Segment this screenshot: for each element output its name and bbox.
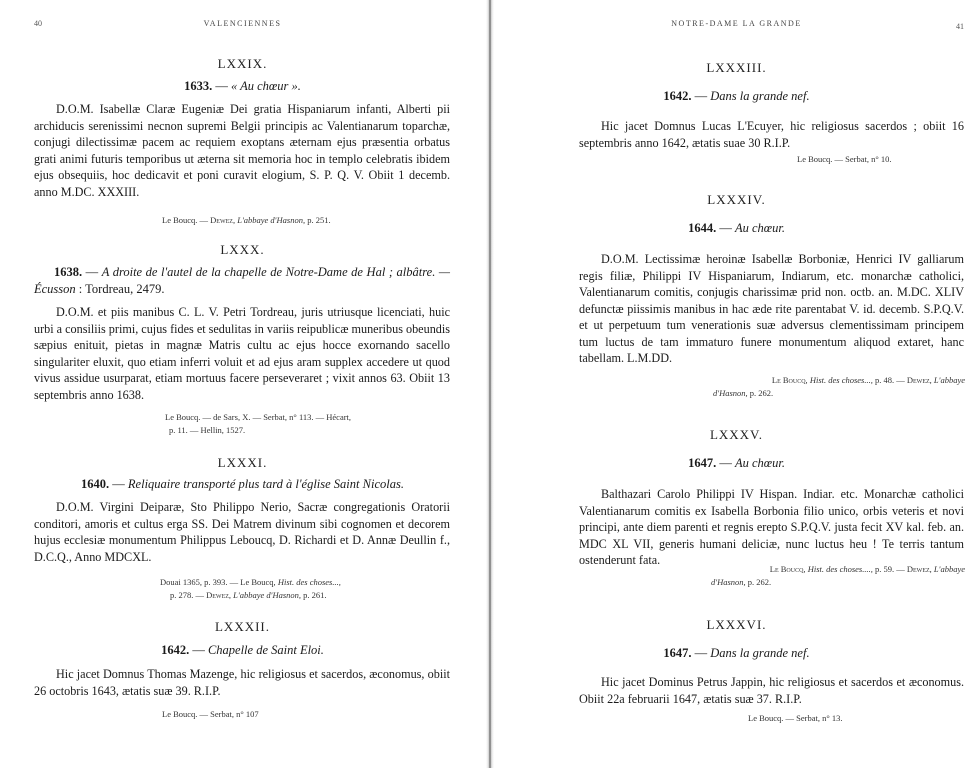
entry-numeral: LXXX. [220, 242, 265, 257]
entry-heading [34, 264, 450, 298]
ref-author: Le Boucq, [771, 375, 808, 385]
entry-heading [515, 645, 958, 662]
ref-author: Dewez, [210, 215, 236, 225]
heading-dash: — [691, 646, 711, 660]
entry-location: Reliquaire transporté plus tard à l'église Saint Nicolas. [127, 477, 404, 491]
entry-location: A droite de l'autel de la chapelle de Notre-Dame de Hal ; albâtre. [101, 265, 436, 279]
entry-location: Dans la grande nef. [710, 89, 810, 103]
entry-reference [703, 374, 965, 399]
entry-reference [165, 411, 351, 436]
ref-line: Le Boucq. — de Sars, X. — Serbat, n° 113. — Hécart, [165, 412, 352, 422]
ref-page: p. 262. [747, 387, 774, 398]
inscription-text: D.O.M. Isabellæ Claræ Eugeniæ Dei gratia Hispaniarum infanti, Alberti pii archiducis serenissimi necnon supremi Belgii principis ac Valentianarum toparchæ, conjugi dilectissimæ pacem ac requiem exoptans æternam ejus præsentia orbatus grati animi futuris temporibus ut æterna sit memoria hoc in templo celebratis ibidem ejus obsequiis, hoc dedicavit et poni curavit elogium, S. P. Q. V. Obiit 1 decemb. anno M.DC. XXXIII. [34, 102, 450, 199]
entry-inscription [34, 666, 450, 699]
heading-dash: — [82, 265, 102, 279]
ref-line [703, 374, 965, 387]
heading-dash: — [716, 221, 735, 235]
entry-location-extra-value: : Tordreau, 2479. [75, 282, 165, 296]
entry-heading [515, 455, 958, 472]
entry-numeral: LXXXVI. [706, 617, 767, 632]
left-page [0, 0, 485, 768]
inscription-text: D.O.M. et piis manibus C. L. V. Petri Tordreau, juris utriusque licenciati, huic urbi a consiliis primi, cujus fides et sedulitas in variis reipublicæ muneribus obeundis sæpius enituit, pietas in magnæ Matris cultu ac ejus hocce exornando sacello singulariter eluxit, quo etiam inferri voluit et ad ejus aram supplex accedere ut quod vivus assidue usurparat, etiam mortuus facere perseveraret ; vixit annos 63. Obiit 13 septembris anno 1638. [34, 305, 451, 402]
heading-dash: — [189, 643, 208, 657]
entry-heading [20, 476, 465, 493]
heading-dash: — [109, 477, 128, 491]
entry-heading [20, 642, 465, 659]
entry-reference: Le Boucq. — Serbat, n° 10. [797, 154, 892, 164]
entry-inscription [34, 101, 450, 200]
entry-year: 1642. [161, 643, 190, 657]
entry-inscription [34, 304, 450, 403]
entry-location-extra-label: — Écusson [34, 265, 451, 296]
entry-inscription [579, 118, 964, 151]
entry-year: 1633. [184, 79, 213, 93]
entry-heading [20, 78, 465, 95]
entry-numeral: LXXXV. [709, 427, 764, 442]
heading-dash: — [691, 89, 711, 103]
entry-reference: Le Boucq. — Serbat, n° 13. [748, 713, 843, 723]
entry-year: 1644. [688, 221, 717, 235]
ref-title: L'abbaye [931, 564, 965, 574]
entry-inscription [34, 499, 450, 565]
entry-location: Chapelle de Saint Eloi. [207, 643, 324, 657]
ref-title: d'Hasnon, [711, 576, 746, 587]
entry-inscription [579, 251, 964, 367]
ref-line [160, 576, 341, 589]
entry-location: Au chœur. [734, 221, 785, 235]
entry-numeral: LXXXI. [217, 455, 268, 470]
entry-numeral: LXXXII. [214, 619, 270, 634]
ref-title: L'abbaye d'Hasnon, [231, 589, 302, 600]
entry-year: 1638. [54, 265, 83, 279]
entry-heading [515, 220, 958, 237]
ref-line [703, 563, 965, 576]
entry-heading [515, 88, 958, 105]
entry-numeral: LXXXIV. [707, 192, 766, 207]
right-page [495, 0, 978, 768]
entry-year: 1640. [81, 477, 110, 491]
ref-title: L'abbaye d'Hasnon, [235, 215, 306, 225]
ref-text: p. 278. — [170, 589, 207, 600]
ref-text: Le Boucq. — [162, 215, 211, 225]
inscription-text: Hic jacet Domnus Lucas L'Ecuyer, hic religiosus sacerdos ; obiit 16 septembris anno 1642, ætatis suae 30 R.I.P. [579, 119, 964, 150]
ref-title: Hist. des choses...., [805, 564, 873, 574]
entry-inscription [579, 486, 964, 569]
inscription-text: Balthazari Carolo Philippi IV Hispan. Indiar. etc. Monarchæ catholici Valentianarum comitis ex Isabella Borbonia filio unico, orbis veteris et novi principi, ante diem parenti et regnis erepto S.P.Q.V. justa fecit XV kal. feb. an. MDC XL VII, generis humani deliciæ, nunc luctus heu ! Te terris tantum ostenderunt fata. [579, 487, 964, 567]
right-page-number: 41 [956, 22, 964, 31]
ref-title: Hist. des choses..., [275, 577, 341, 587]
ref-line: p. 11. — Hellin, 1527. [169, 424, 246, 435]
inscription-text: Hic jacet Domnus Thomas Mazenge, hic religiosus et sacerdos, æconomus, obiit 26 octobris 1643, ætatis suæ 39. R.I.P. [34, 667, 450, 698]
ref-text: p. 48. — [872, 375, 907, 385]
ref-title: d'Hasnon, [713, 387, 748, 398]
inscription-text: D.O.M. Lectissimæ heroinæ Isabellæ Borboniæ, Henrici IV galliarum regis filiæ, Philippi IV Hispaniarum, Indiarum, etc. monarchæ catholici, Valentianarum comitis, conjugis charissimæ prid non. octb. an. M.DC. XLIV defunctæ piissimis manibus in hac æde rite parentabat V. id. decemb. S.P.Q.V. et ut perpetuum tum venerationis suæ adversus clementissimam principem tum luctus de tam immaturo funere monumentum aliquod extaret, hanc tabellam. L.M.DD. [579, 252, 964, 365]
book-gutter [486, 0, 494, 768]
ref-title: L'abbaye [931, 375, 965, 385]
ref-author: Dewez, [206, 589, 232, 600]
entry-reference [160, 576, 341, 601]
ref-author: Dewez, [906, 375, 932, 385]
entry-year: 1647. [663, 646, 692, 660]
ref-line [711, 576, 965, 589]
entry-year: 1647. [688, 456, 717, 470]
heading-dash: — [716, 456, 735, 470]
entry-reference [703, 563, 965, 588]
entry-numeral: LXXIX. [217, 56, 268, 71]
ref-page: p. 261. [301, 589, 327, 600]
entry-numeral: LXXXIII. [706, 60, 767, 75]
ref-author: Dewez, [906, 564, 932, 574]
entry-inscription [579, 674, 964, 707]
entry-reference: Le Boucq. — Serbat, n° 107 [162, 709, 259, 719]
entry-location: « Au chœur ». [230, 79, 301, 93]
entry-year: 1642. [663, 89, 692, 103]
ref-line [170, 589, 341, 602]
ref-author: Le Boucq, [769, 564, 806, 574]
inscription-text: D.O.M. Virgini Deiparæ, Sto Philippo Nerio, Sacræ congregationis Oratorii conditori, amoris et cultus erga SS. Dei Matrem divinum sibi cognomen et decorem hujus ecclesiæ monumentum Philippus Leboucq, D. Richardi et D. Annæ Deullin f., D.C.Q., Anno MDCXL. [34, 500, 450, 564]
inscription-text: Hic jacet Dominus Petrus Jappin, hic religiosus et sacerdos et æconomus. Obiit 22a februarii 1647, ætatis suæ 37. R.I.P. [579, 675, 964, 706]
ref-page: p. 262. [745, 576, 772, 587]
right-running-head: NOTRE-DAME LA GRANDE [671, 19, 802, 28]
ref-text: p. 59. — [872, 564, 907, 574]
left-running-head: VALENCIENNES [203, 19, 282, 28]
ref-page: p. 251. [305, 215, 331, 225]
left-page-number: 40 [34, 19, 42, 28]
entry-location: Dans la grande nef. [710, 646, 810, 660]
ref-line [713, 387, 965, 400]
ref-text: Douai 1365, p. 393. — Le Boucq, [160, 577, 276, 587]
ref-title: Hist. des choses..., [807, 375, 873, 385]
entry-location: Au chœur. [734, 456, 785, 470]
entry-reference [162, 214, 331, 227]
heading-dash: — [212, 79, 231, 93]
